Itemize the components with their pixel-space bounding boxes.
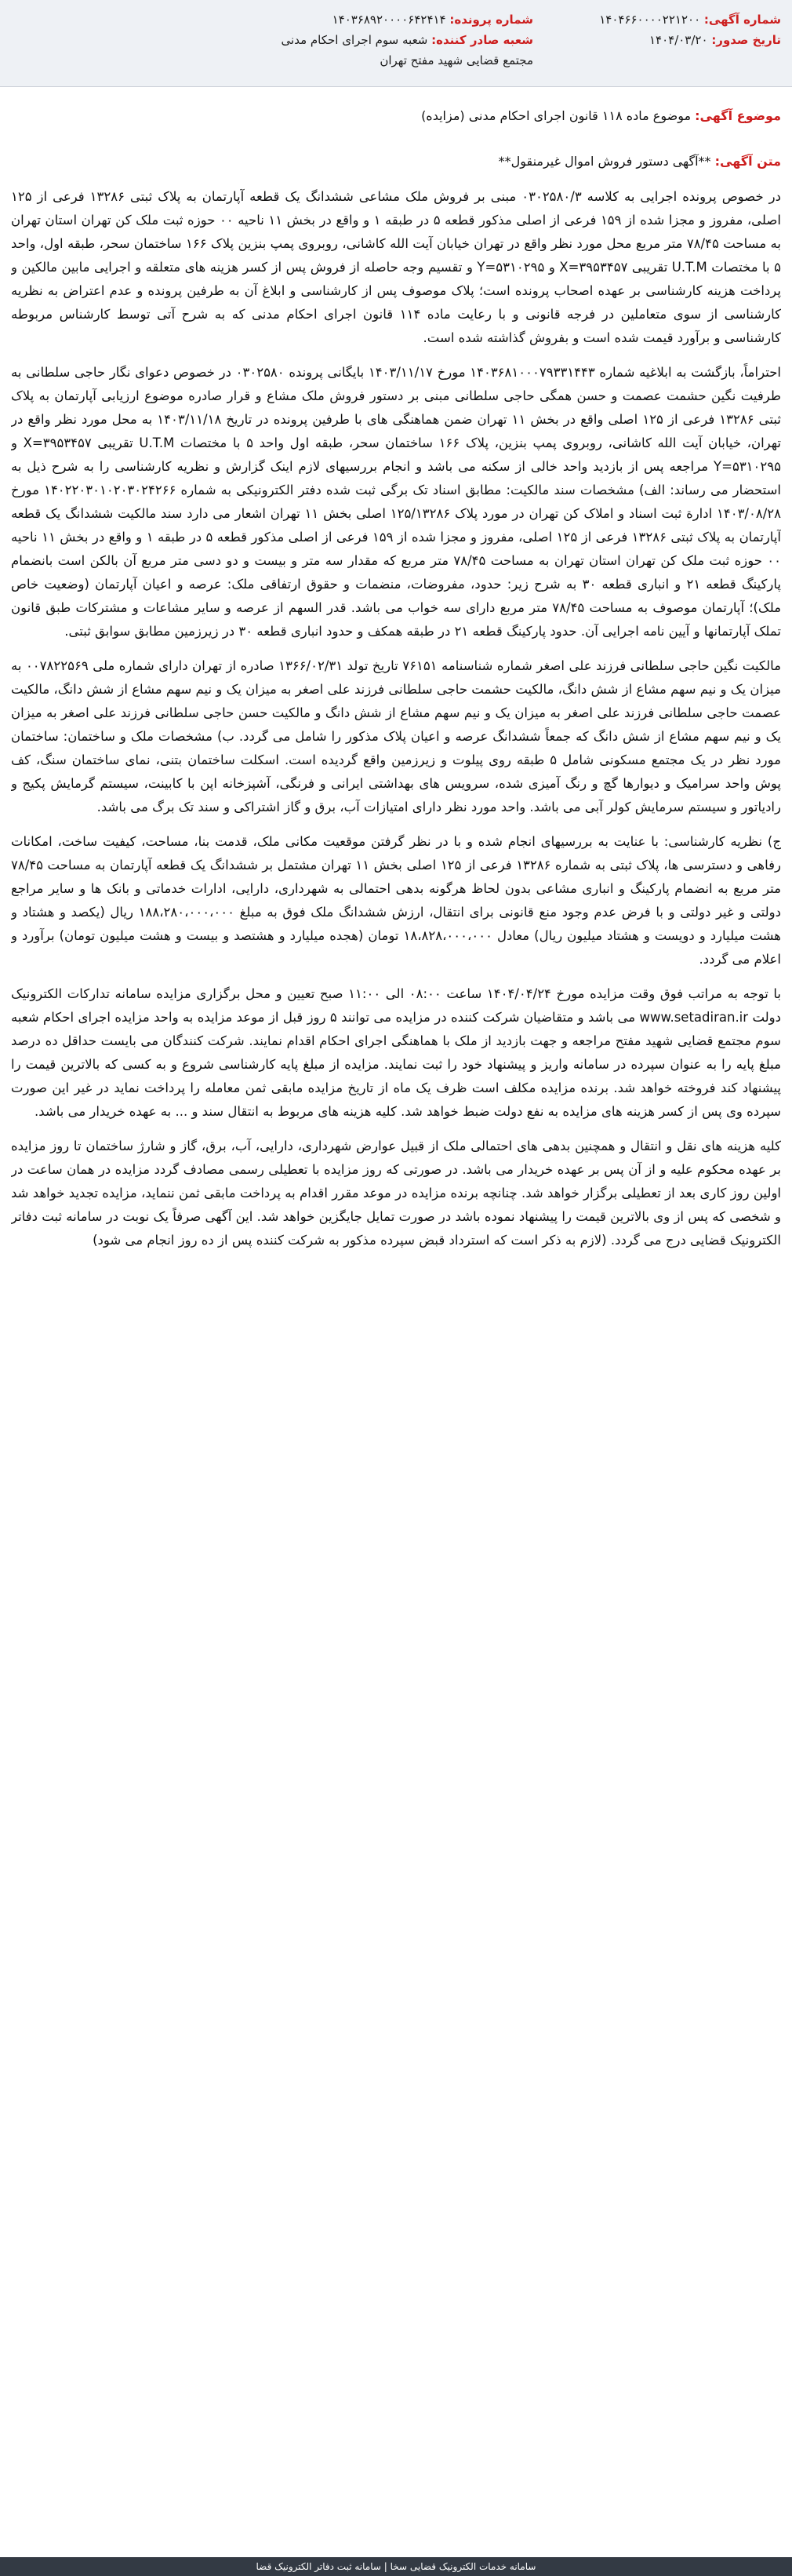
notice-text-heading [13, 154, 781, 169]
issuer-label: شعبه صادر کننده: [431, 33, 533, 47]
issuer-name: شعبه سوم اجرای احکام مدنی مجتمع قضایی شهید مفتح تهران [281, 33, 533, 67]
text-title: **آگهی دستور فروش اموال غیرمنقول** [498, 154, 711, 169]
body-paragraph: با توجه به مراتب فوق وقت مزایده مورخ ۱۴۰۴/۰۴/۲۴ ساعت ۰۸:۰۰ الی ۱۱:۰۰ صبح تعیین و محل برگزاری مزایده سامانه تدارکات الکترونیک دولت www.setadiran.ir می باشد و متقاضیان شرکت کننده در مزایده می توانند ۵ روز قبل از موعد مزایده به واحد مزایده اجرای احکام شعبه سوم مجتمع قضایی شهید مفتح مراجعه و جهت بازدید از ملک با هماهنگی اجرای احکام اقدام نمایند. شرکت کنندگان می بایست حداقل ده درصد مبلغ پایه را به عنوان سپرده در سامانه واریز و پیشنهاد خود را ثبت نمایند. مزایده از مبلغ پایه کارشناسی شروع و به کسی که بالاترین قیمت را پیشنهاد کند فروخته خواهد شد. برنده مزایده مکلف است ظرف یک ماه از تاریخ مزایده مابقی ثمن معامله را پرداخت نماید در غیر این صورت سپرده وی پس از کسر هزینه های مزایده به نفع دولت ضبط خواهد شد. کلیه هزینه های مربوط به انتقال سند و ... به عهده خریدار می باشد. [11, 986, 781, 1119]
notice-meta-right [546, 9, 781, 50]
body-paragraph: در خصوص پرونده اجرایی به کلاسه ۰۳۰۲۵۸۰/۳ مبنی بر فروش ملک مشاعی ششدانگ یک قطعه آپارتمان به پلاک ثبتی ۱۳۲۸۶ فرعی از ۱۲۵ اصلی، مفروز و مجزا شده از ۱۵۹ فرعی از اصلی مذکور قطعه ۵ در طبقه ۱ و واقع در بخش ۱۱ ناحیه ۰۰ حوزه ثبت ملک کن تهران استان تهران به مساحت ۷۸/۴۵ متر مربع محل مورد نظر واقع در تهران خیابان آیت الله کاشانی، روبروی پمپ بنزین پلاک ۱۶۶ ساختمان سحر، طبقه اول، واحد ۵ با مختصات U.T.M تقریبی X=۳۹۵۳۴۵۷ و Y=۵۳۱۰۲۹۵ و تقسیم وجه حاصله از فروش پس از کسر هزینه های متعلقه و اجرایی مابین مالکین و پرداخت هزینه کارشناسی بر عهده اصحاب پرونده است؛ پلاک موصوف پس از کارشناسی و ابلاغ آن به طرفین پرونده و عدم اعتراض به نظریه کارشناسی از سوی متعاملین در فرجه قانونی و با رعایت ماده ۱۱۴ قانون اجرای احکام مدنی که به شرح آتی توسط کارشناس مربوطه کارشناسی و برآورد قیمت شده است و بفروش گذاشته شده است. [11, 189, 781, 345]
case-number-row [267, 9, 533, 30]
body-paragraph: مالکیت نگین حاجی سلطانی فرزند علی اصغر شماره شناسنامه ۷۶۱۵۱ تاریخ تولد ۱۳۶۶/۰۲/۳۱ صادره از تهران دارای شماره ملی ۰۰۷۸۲۲۵۶۹ به میزان یک و نیم سهم مشاع از شش دانگ، مالکیت حشمت حاجی سلطانی فرزند علی اصغر به میزان یک و نیم سهم مشاع از شش دانگ، مالکیت عصمت حاجی سلطانی فرزند علی اصغر به میزان یک و نیم سهم مشاع از شش دانگ و مالکیت حسن حاجی سلطانی فرزند علی اصغر به میزان یک و نیم سهم مشاع از شش دانگ که جمعاً ششدانگ عرصه و اعیان پلاک مذکور را شامل می گردد. ب) مشخصات ملک و ساختمان: ساختمان مورد نظر در یک مجتمع مسکونی شامل ۵ طبقه روی پیلوت و زیرزمین واقع گردیده است. اسکلت ساختمان بتنی، نمای ساختمان سنگ، کف پوش واحد سرامیک و دیوارها گچ و رنگ آمیزی شده، سرویس های بهداشتی ایرانی و فرنگی، آشپزخانه اپن با کابینت، سیستم گرمایش پکیج و رادیاتور و سیستم سرمایش کولر آبی می باشد. واحد مورد نظر دارای امتیازات آب، برق و گاز اشتراکی و سند تک برگ می باشد. [11, 658, 781, 814]
notice-number-label: شماره آگهی: [703, 13, 781, 27]
notice-body [11, 185, 781, 2539]
notice-meta-middle [267, 9, 533, 71]
issuer-row [267, 30, 533, 71]
notice-number-row [546, 9, 781, 30]
notice-date-label: تاریخ صدور: [711, 33, 781, 47]
notice-number: ۱۴۰۴۶۶۰۰۰۰۲۲۱۲۰۰ [599, 13, 701, 27]
body-paragraph: کلیه هزینه های نقل و انتقال و همچنین بدهی های احتمالی ملک از قبیل عوارض شهرداری، دارایی، آب، برق، گاز و شارژ ساختمان تا روز مزایده بر عهده محکوم علیه و از آن پس بر عهده خریدار می باشد. در صورتی که روز مزایده با تعطیلی رسمی مصادف گردد مزایده در همان ساعت در اولین روز کاری بعد از تعطیلی برگزار خواهد شد. چنانچه برنده مزایده در موعد مقرر اقدام به پرداخت مابقی ثمن ننماید، مزایده تجدید خواهد شد و شخصی که پس از وی بالاترین قیمت را پیشنهاد نموده باشد در صورت تمایل جایگزین خواهد شد. این آگهی صرفاً یک نوبت در سامانه ثبت دفاتر الکترونیک قضایی درج می گردد. (لازم به ذکر است که استرداد قبض سپرده مذکور به شرکت کننده پس از ده روز انجام می شود) [11, 1139, 781, 1248]
subject-text: موضوع ماده ۱۱۸ قانون اجرای احکام مدنی (مزایده) [421, 108, 692, 123]
case-number-label: شماره پرونده: [449, 13, 533, 27]
notice-date-row [546, 30, 781, 50]
page-footer [0, 2557, 792, 2576]
subject-label: موضوع آگهی: [695, 108, 781, 123]
body-paragraph: احتراماً، بازگشت به ابلاغیه شماره ۱۴۰۳۶۸۱۰۰۰۷۹۳۳۱۴۴۳ مورخ ۱۴۰۳/۱۱/۱۷ بایگانی پرونده ۰۳۰۲۵۸۰ در خصوص دعوای نگار حاجی سلطانی به طرفیت نگین حشمت عصمت و حسن همگی حاجی سلطانی مبنی بر دستور فروش ملک مشاع و قرار صادره موضوع ارزیابی آپارتمان به پلاک ثبتی ۱۳۲۸۶ فرعی از ۱۲۵ اصلی واقع در بخش ۱۱ تهران ضمن هماهنگی های با طرفین پرونده در تاریخ ۱۴۰۳/۱۱/۱۸ به محل مورد نظر واقع در تهران، خیابان آیت الله کاشانی، روبروی پمپ بنزین، پلاک ۱۶۶ ساختمان سحر، طبقه اول واحد ۵ با مختصات U.T.M تقریبی X=۳۹۵۳۴۵۷ و Y=۵۳۱۰۲۹۵ مراجعه پس از بازدید واحد خالی از سکنه می باشد و انجام بررسیهای لازم اینک گزارش و نظریه کارشناسی را به شرح ذیل به استحضار می رساند: الف) مشخصات سند مالکیت: مطابق اسناد تک برگی ثبت شده دفتر الکترونیکی به شماره ۱۴۰۲۲۰۳۰۱۰۲۰۳۰۲۴۲۶۶ مورخ ۱۴۰۳/۰۸/۲۸ ادارة ثبت اسناد و املاک کن تهران در مورد پلاک ۱۲۵/۱۳۲۸۶ اصلی بخش ۱۱ تهران اشعار می دارد سند مالکیت ششدانگ یک قطعه آپارتمان به پلاک ثبتی ۱۳۲۸۶ فرعی از ۱۲۵ اصلی، مفروز و مجزا شده از ۱۵۹ فرعی از اصلی مذکور قطعه ۵ در طبقه ۱ و واقع در بخش ۱۱ ناحیه ۰۰ حوزه ثبت ملک کن تهران استان تهران به مساحت ۷۸/۴۵ متر مربع که مقدار سه متر و بیست و دو دسی متر مربع آن بالکن است بانضمام پارکینگ قطعه ۲۱ و انباری قطعه ۳۰ به شرح زیر: حدود، مفروضات، منضمات و حقوق ارتفاقی ملک: عرصه و اعیان آپارتمان (وضعیت خاص ملک)؛ آپارتمان موصوف به مساحت ۷۸/۴۵ متر مربع دارای سه خواب می باشد. قدر السهم از عرصه و سایر مشاعات و مشترکات طبق قانون تملک آپارتمانها و آیین نامه اجرایی آن. حدود پارکینگ قطعه ۲۱ در طبقه همکف و حدود انباری قطعه ۳۰ در زیرزمین مطابق سوابق ثبتی. [11, 365, 781, 639]
notice-subject [13, 108, 781, 123]
text-label: متن آگهی: [714, 154, 781, 169]
footer-text: سامانه خدمات الکترونیک قضایی سخا | سامانه ثبت دفاتر الکترونیک قضا [256, 2561, 536, 2572]
notice-header [0, 0, 792, 87]
case-number: ۱۴۰۳۶۸۹۲۰۰۰۰۶۴۲۴۱۴ [332, 13, 446, 27]
body-paragraph: ج) نظریه کارشناسی: با عنایت به بررسیهای انجام شده و با در نظر گرفتن موقعیت مکانی ملک، قدمت بنا، مساحت، کیفیت ساخت، امکانات رفاهی و دسترسی ها، پلاک ثبتی به شماره ۱۳۲۸۶ فرعی از ۱۲۵ اصلی بخش ۱۱ تهران مشتمل بر ششدانگ یک قطعه آپارتمان به مساحت ۷۸/۴۵ متر مربع به انضمام پارکینگ و انباری مشاعی بدون لحاظ هرگونه بدهی احتمالی به شهرداری، دارایی، ادارات خدماتی و بانک ها و سایر مراجع دولتی و غیر دولتی و با فرض عدم وجود منع قانونی برای انتقال، ارزش ششدانگ ملک فوق به مبلغ ۱۸۸،۲۸۰،۰۰۰،۰۰۰ ریال (یکصد و هشتاد و هشت میلیارد و دویست و هشتاد میلیون ریال) معادل ۱۸،۸۲۸،۰۰۰،۰۰۰ تومان (هجده میلیارد و هشتصد و بیست و هشت میلیون تومان) برآورد و اعلام می گردد. [11, 834, 781, 967]
notice-date: ۱۴۰۴/۰۳/۲۰ [648, 33, 708, 47]
